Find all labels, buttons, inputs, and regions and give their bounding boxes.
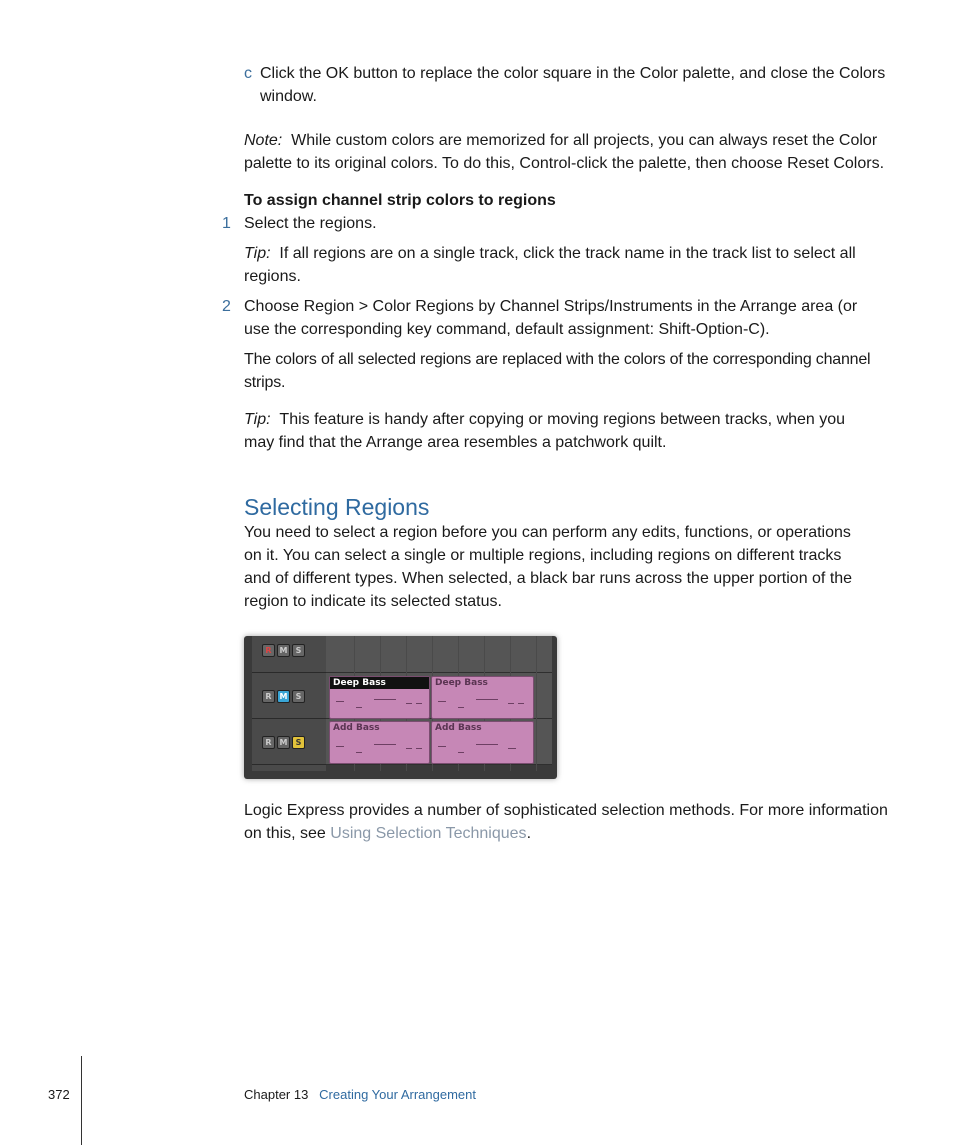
step-c-line-1: Click the OK button to replace the color square in the Color palette, and close the Colors xyxy=(260,65,886,82)
note-label: Note: xyxy=(244,132,283,149)
region-deep-bass[interactable] xyxy=(431,676,534,719)
tip-2-line-2: may find that the Arrange area resembles a patchwork quilt. xyxy=(244,434,667,451)
footer-chapter xyxy=(244,1087,476,1102)
grid-line xyxy=(536,636,537,771)
record-button[interactable]: R xyxy=(262,644,275,657)
section-paragraph xyxy=(244,521,904,613)
step-number-2: 2 xyxy=(222,298,231,315)
note-paragraph xyxy=(244,129,904,175)
closing-paragraph xyxy=(244,799,904,845)
chapter-title[interactable]: Creating Your Arrangement xyxy=(319,1087,476,1102)
solo-button[interactable]: S xyxy=(292,736,305,749)
note-line-2: palette to its original colors. To do this, Control-click the palette, then choose Reset Colors. xyxy=(244,155,885,172)
step-marker-c: c xyxy=(244,65,252,82)
step-c-text xyxy=(260,62,900,108)
section-line-4: region to indicate its selected status. xyxy=(244,593,502,610)
solo-button[interactable]: S xyxy=(292,644,305,657)
step-2-line-1: Choose Region > Color Regions by Channel Strips/Instruments in the Arrange area (or xyxy=(244,298,858,315)
closing-line-1: Logic Express provides a number of sophisticated selection methods. For more information xyxy=(244,802,888,819)
tip-1-line-2: regions. xyxy=(244,268,301,285)
section-line-3: and of different types. When selected, a black bar runs across the upper portion of the xyxy=(244,570,853,587)
tip-2-label: Tip: xyxy=(244,411,271,428)
tip-2-line-1: This feature is handy after copying or moving regions between tracks, when you xyxy=(279,411,846,428)
track-header-3 xyxy=(252,719,326,765)
step-2-line-2: use the corresponding key command, default assignment: Shift-Option-C). xyxy=(244,321,770,338)
mute-button[interactable]: M xyxy=(277,644,290,657)
region-name: Add Bass xyxy=(435,723,482,733)
selection-techniques-link[interactable]: Using Selection Techniques xyxy=(330,825,527,842)
region-add-bass[interactable] xyxy=(329,721,430,764)
step-c-line-2: window. xyxy=(260,88,317,105)
region-name: Deep Bass xyxy=(435,678,488,688)
page-number: 372 xyxy=(48,1087,70,1102)
chapter-label: Chapter 13 xyxy=(244,1087,309,1102)
result-paragraph xyxy=(244,348,904,394)
footer-divider xyxy=(81,1056,82,1145)
tip-1-paragraph xyxy=(244,242,904,288)
mute-button[interactable]: M xyxy=(277,690,290,703)
track-header-2 xyxy=(252,673,326,719)
region-name: Add Bass xyxy=(333,723,380,733)
record-button[interactable]: R xyxy=(262,736,275,749)
mute-button[interactable]: M xyxy=(277,736,290,749)
section-line-1: You need to select a region before you can perform any edits, functions, or operations xyxy=(244,524,851,541)
result-line-1: The colors of all selected regions are replaced with the colors of the corresponding channel xyxy=(244,351,871,368)
region-name: Deep Bass xyxy=(330,677,429,689)
task-heading: To assign channel strip colors to regions xyxy=(244,192,556,209)
region-add-bass[interactable] xyxy=(431,721,534,764)
step-number-1: 1 xyxy=(222,215,231,232)
section-title: Selecting Regions xyxy=(244,494,430,520)
step-1-text: Select the regions. xyxy=(244,215,377,232)
tip-1-line-1: If all regions are on a single track, click the track name in the track list to select all xyxy=(279,245,856,262)
closing-line-2-prefix: on this, see xyxy=(244,825,331,842)
note-line-1: While custom colors are memorized for all projects, you can always reset the Color xyxy=(291,132,878,149)
result-line-2: strips. xyxy=(244,374,286,391)
tip-1-label: Tip: xyxy=(244,245,271,262)
closing-line-2-suffix: . xyxy=(526,825,532,842)
solo-button[interactable]: S xyxy=(292,690,305,703)
arrange-area-screenshot xyxy=(244,636,557,779)
tip-2-paragraph xyxy=(244,408,904,454)
step-2-text xyxy=(244,295,904,341)
region-deep-bass-selected[interactable] xyxy=(329,676,430,719)
track-headers xyxy=(252,636,326,771)
record-button[interactable]: R xyxy=(262,690,275,703)
track-header-1 xyxy=(252,636,326,673)
section-line-2: on it. You can select a single or multiple regions, including regions on different tracks xyxy=(244,547,842,564)
track-lane-1 xyxy=(326,636,552,673)
